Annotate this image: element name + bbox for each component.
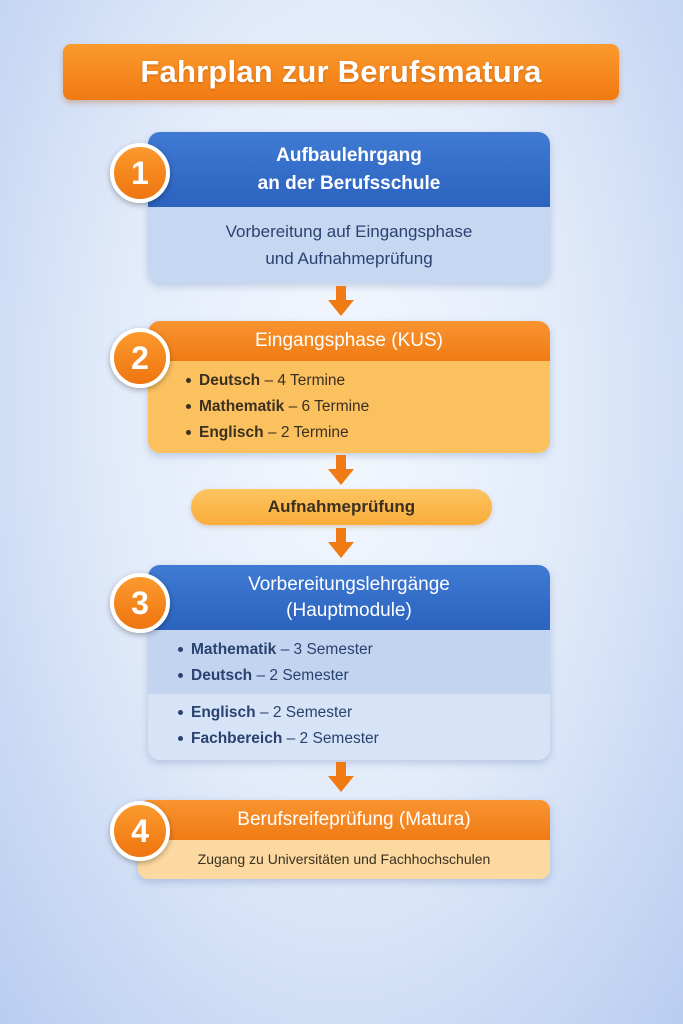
exam-label: Aufnahmeprüfung — [191, 489, 492, 525]
step-2-body — [148, 361, 550, 453]
step-4-heading: Berufsreifeprüfung (Matura) — [138, 800, 550, 840]
list-item: Fachbereich – 2 Semester — [178, 726, 550, 752]
step-3-body-group-1 — [148, 630, 550, 694]
step-3-heading-line1: Vorbereitungslehrgänge — [248, 573, 450, 595]
arrow-down-icon — [328, 528, 354, 560]
step-3-heading — [148, 565, 550, 630]
step-1-heading-line1: Aufbaulehrgang — [276, 144, 422, 166]
step-2-number-badge: 2 — [110, 328, 170, 388]
list-item: Englisch – 2 Termine — [186, 420, 550, 446]
arrow-down-icon — [328, 762, 354, 794]
arrow-down-icon — [328, 286, 354, 318]
list-item: Deutsch – 4 Termine — [186, 368, 550, 394]
step-3-heading-line2: (Hauptmodule) — [286, 599, 412, 621]
step-4-number-badge: 4 — [110, 801, 170, 861]
step-4-body: Zugang zu Universitäten und Fachhochschulen — [138, 840, 550, 879]
list-item: Deutsch – 2 Semester — [178, 663, 550, 689]
list-item: Mathematik – 6 Termine — [186, 394, 550, 420]
step-4-card — [138, 800, 550, 879]
step-1-heading — [148, 132, 550, 207]
arrow-down-icon — [328, 455, 354, 487]
list-item: Englisch – 2 Semester — [178, 700, 550, 726]
step-1-heading-line2: an der Berufsschule — [257, 172, 441, 194]
step-1-card — [148, 132, 550, 283]
page-title: Fahrplan zur Berufsmatura — [63, 44, 619, 100]
step-2-subject-list — [186, 368, 550, 446]
step-3-card — [148, 565, 550, 760]
step-3-number-badge: 3 — [110, 573, 170, 633]
step-1-body-line1: Vorbereitung auf Eingangsphase — [225, 222, 473, 241]
step-2-heading: Eingangsphase (KUS) — [148, 321, 550, 361]
step-2-card — [148, 321, 550, 453]
step-1-body — [148, 207, 550, 283]
list-item: Mathematik – 3 Semester — [178, 637, 550, 663]
step-1-body-line2: und Aufnahmeprüfung — [265, 249, 433, 268]
step-3-body-group-2 — [148, 694, 550, 760]
step-1-number-badge: 1 — [110, 143, 170, 203]
